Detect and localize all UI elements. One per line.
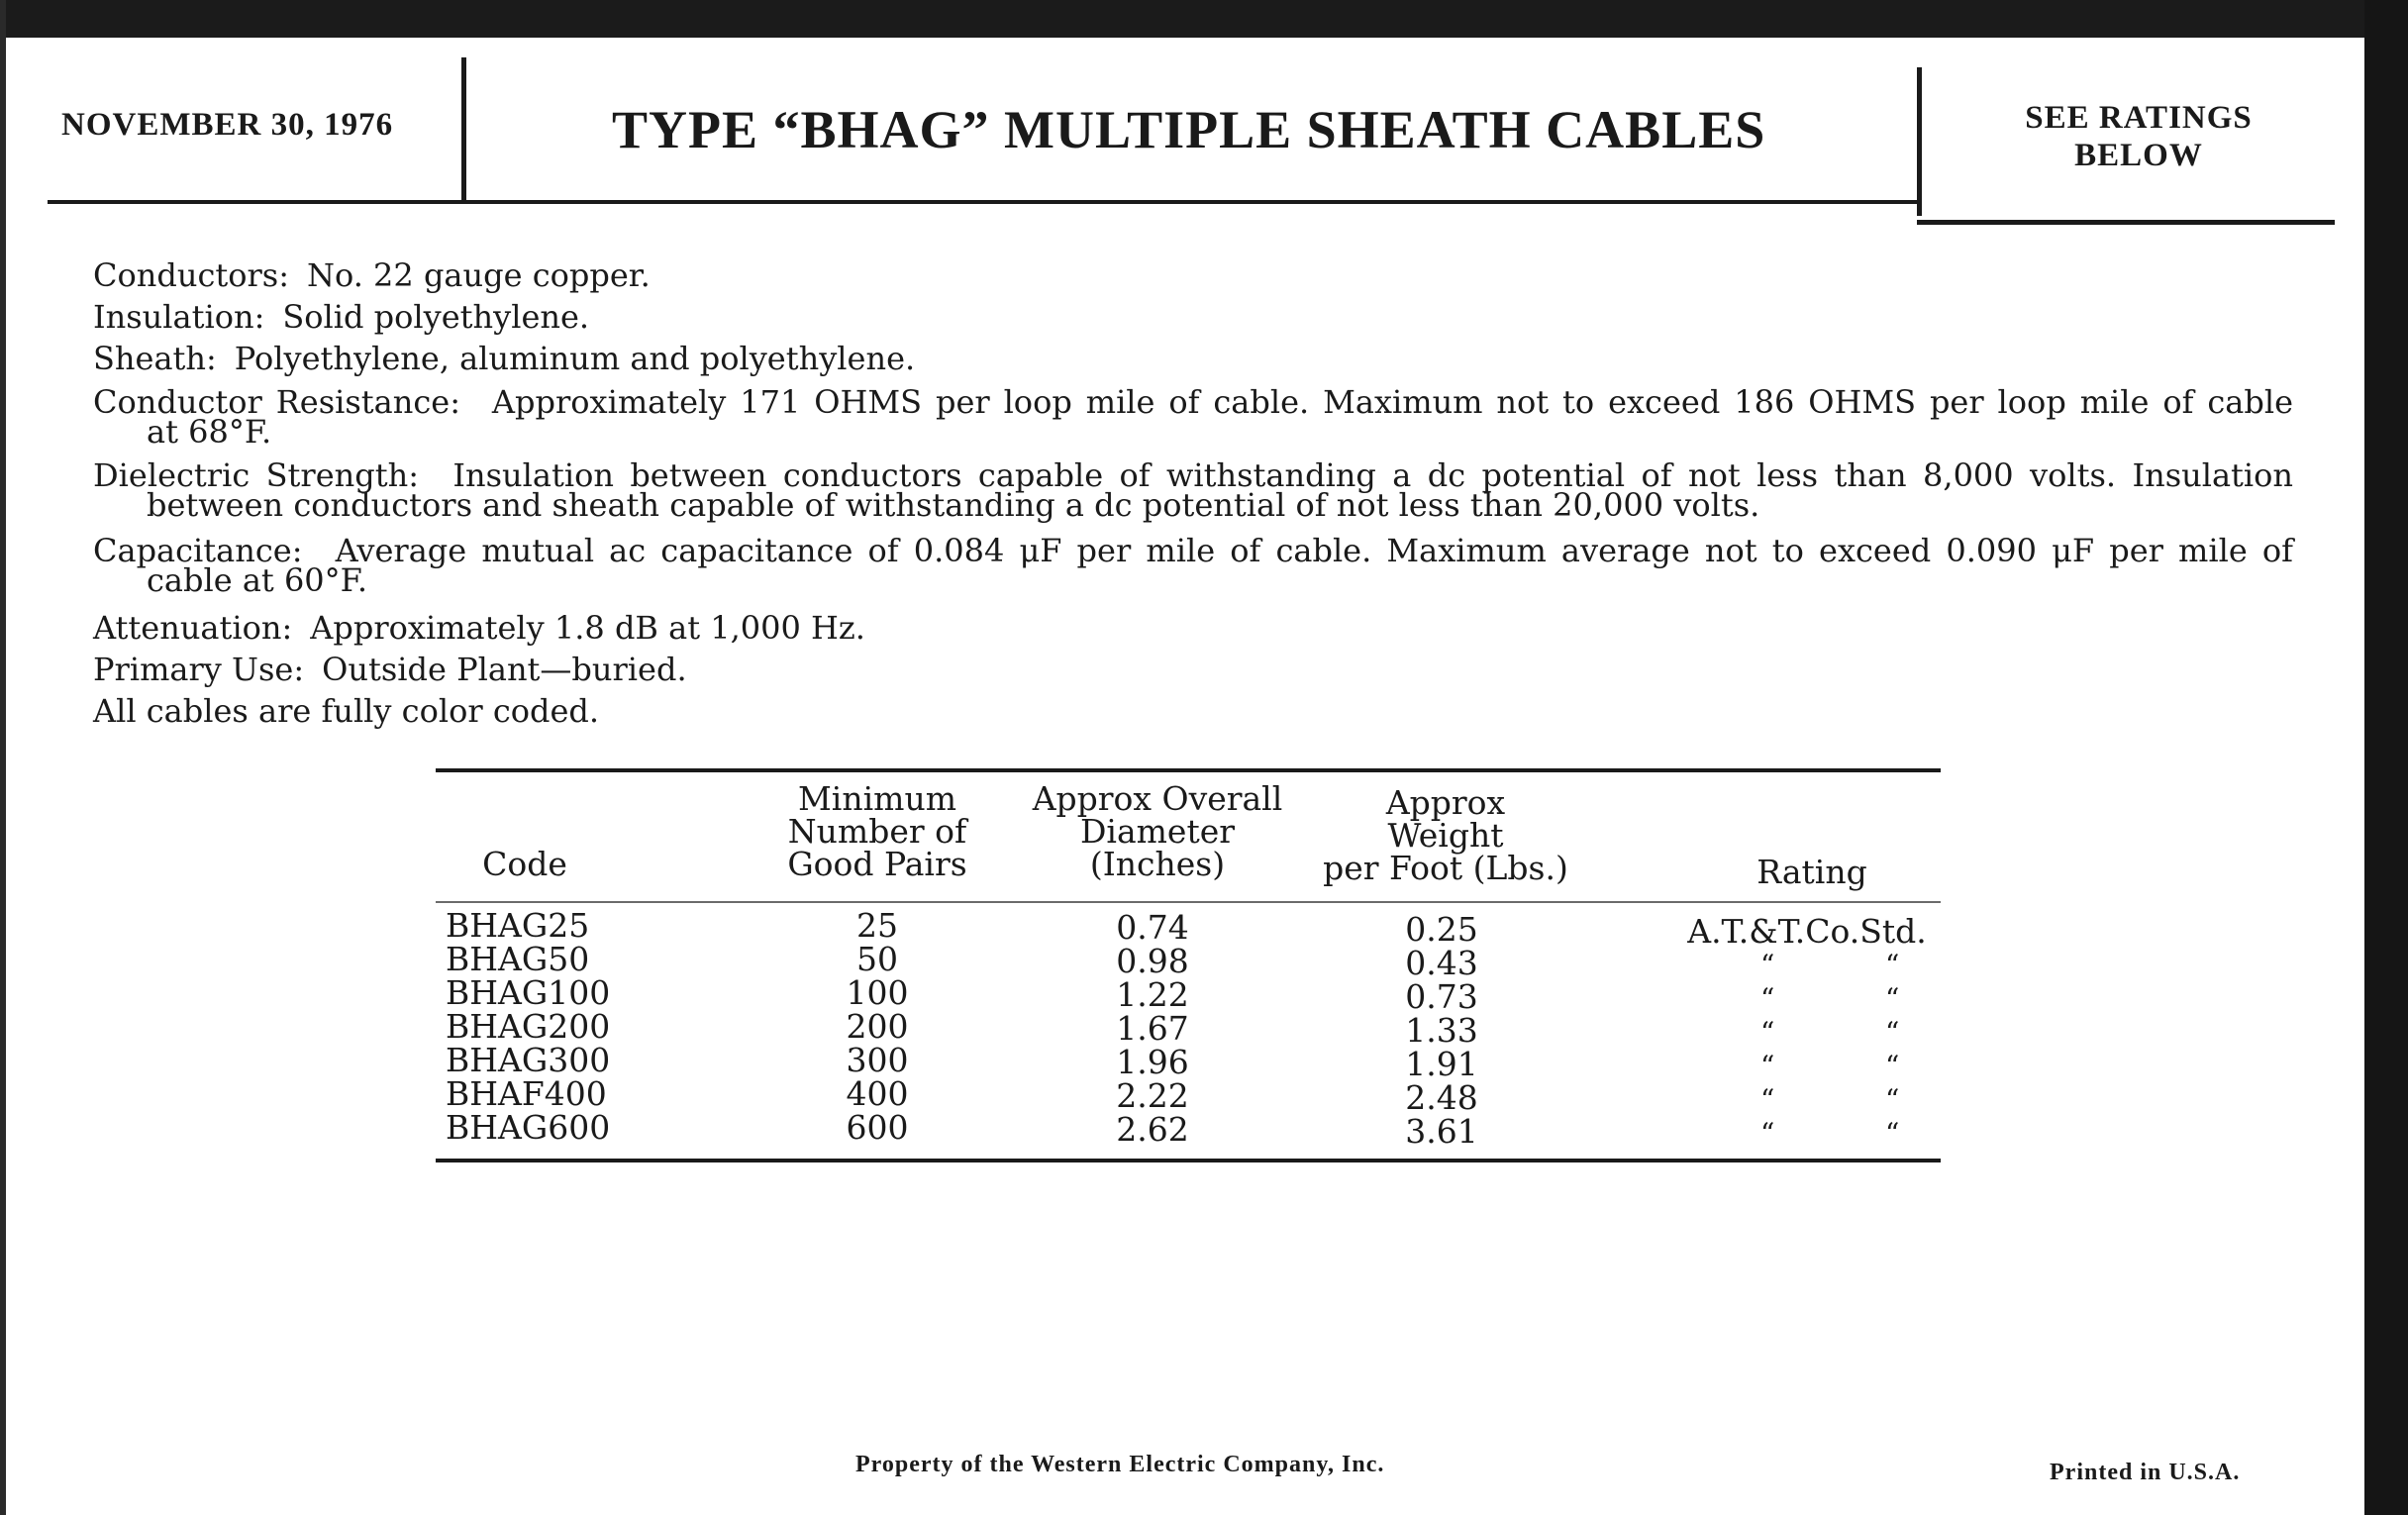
table-bottom-rule	[436, 1159, 1941, 1162]
table-cell-diameter: 1.67	[1116, 1009, 1189, 1048]
footer-property-note: Property of the Western Electric Company, Inc.	[855, 1452, 1385, 1477]
ratings-line-2: BELOW	[2074, 138, 2203, 173]
table-cell-weight: 0.43	[1405, 944, 1478, 982]
spec-label: Conductor Resistance:	[93, 383, 460, 421]
table-cell-diameter: 1.96	[1116, 1043, 1189, 1081]
header-date: NOVEMBER 30, 1976	[61, 107, 394, 143]
table-cell-weight: 1.91	[1405, 1045, 1478, 1083]
table-cell-rating-ditto: “	[1760, 1050, 1775, 1082]
table-cell-rating-ditto: “	[1760, 1016, 1775, 1049]
scan-top-border	[0, 0, 2408, 38]
spec-color-coded	[93, 693, 2293, 729]
col-header-line: Approx Overall	[1032, 779, 1283, 818]
header-divider-right	[1917, 67, 1922, 216]
table-cell-rating-ditto: “	[1760, 1117, 1775, 1150]
table-cell-weight: 0.25	[1405, 910, 1478, 949]
scan-right-border	[2364, 0, 2408, 1515]
col-header-line: Number of	[787, 812, 967, 851]
spec-attenuation	[93, 610, 2293, 646]
spec-label: Attenuation:	[93, 609, 293, 647]
table-cell-rating-ditto: “	[1885, 982, 1900, 1015]
table-cell-rating: A.T.&T.Co.Std.	[1687, 912, 1927, 951]
table-cell-diameter: 2.62	[1116, 1110, 1189, 1149]
table-cell-code: BHAG600	[446, 1108, 611, 1147]
spec-value: No. 22 gauge copper.	[307, 256, 651, 294]
table-cell-rating-ditto: “	[1760, 1083, 1775, 1116]
table-cell-code: BHAG300	[446, 1041, 611, 1079]
spec-continuation: cable at 60°F.	[147, 561, 368, 599]
table-cell-rating-ditto: “	[1885, 1016, 1900, 1049]
table-cell-pairs: 400	[846, 1074, 909, 1113]
spec-value: Insulation between conductors capable of withstanding a dc potential of not less than 8,000 volts. Insulation	[452, 456, 2294, 494]
table-cell-rating-ditto: “	[1885, 1083, 1900, 1116]
header-divider-left	[461, 57, 466, 202]
table-cell-weight: 3.61	[1405, 1112, 1478, 1151]
table-cell-diameter: 0.74	[1116, 908, 1189, 947]
table-cell-code: BHAG50	[446, 940, 590, 978]
table-cell-pairs: 300	[846, 1041, 909, 1079]
col-header-line: Approx	[1385, 783, 1506, 822]
spec-value: Polyethylene, aluminum and polyethylene.	[234, 340, 916, 377]
table-cell-rating-ditto: “	[1885, 1117, 1900, 1150]
spec-conductors	[93, 257, 2293, 293]
table-cell-rating-ditto: “	[1885, 949, 1900, 981]
spec-value: Solid polyethylene.	[282, 298, 590, 336]
spec-capacitance	[93, 533, 2293, 598]
col-header-line: Weight	[1387, 816, 1504, 855]
spec-insulation	[93, 299, 2293, 335]
table-cell-diameter: 2.22	[1116, 1076, 1189, 1115]
table-cell-pairs: 600	[846, 1108, 909, 1147]
table-cell-pairs: 100	[846, 973, 909, 1012]
table-cell-pairs: 25	[856, 906, 898, 945]
spec-value: Approximately 171 OHMS per loop mile of cable. Maximum not to exceed 186 OHMS per loop mile of cable	[491, 383, 2294, 421]
table-cell-pairs: 200	[846, 1007, 909, 1046]
spec-value: All cables are fully color coded.	[93, 692, 600, 730]
header-ratings-note	[1970, 99, 2307, 174]
spec-label: Sheath:	[93, 340, 217, 377]
col-header-code: Code	[482, 845, 567, 883]
spec-label: Capacitance:	[93, 532, 303, 569]
spec-line	[93, 384, 2293, 420]
spec-label: Primary Use:	[93, 651, 305, 688]
col-header-line: Minimum	[798, 779, 956, 818]
table-cell-code: BHAG200	[446, 1007, 611, 1046]
col-header-line: Diameter	[1079, 812, 1236, 851]
table-top-rule	[436, 768, 1941, 772]
header-rule-right	[1917, 220, 2335, 225]
col-header-line: per Foot (Lbs.)	[1323, 849, 1568, 887]
table-cell-code: BHAF400	[446, 1074, 607, 1113]
table-cell-weight: 1.33	[1405, 1011, 1478, 1050]
col-header-line: Good Pairs	[787, 845, 967, 883]
page-title: TYPE “BHAG” MULTIPLE SHEATH CABLES	[612, 100, 1766, 159]
table-cell-code: BHAG25	[446, 906, 590, 945]
col-header-diameter	[1014, 779, 1301, 883]
footer-printed-note: Printed in U.S.A.	[2050, 1460, 2241, 1485]
table-cell-rating-ditto: “	[1885, 1050, 1900, 1082]
spec-dielectric	[93, 457, 2293, 523]
spec-value: Approximately 1.8 dB at 1,000 Hz.	[310, 609, 865, 647]
spec-label: Insulation:	[93, 298, 265, 336]
col-header-pairs	[758, 779, 996, 883]
table-cell-diameter: 0.98	[1116, 942, 1189, 980]
scan-left-border	[0, 0, 6, 1515]
spec-value: Outside Plant—buried.	[322, 651, 687, 688]
col-header-rating: Rating	[1756, 853, 1867, 891]
spec-sheath	[93, 341, 2293, 376]
table-cell-diameter: 1.22	[1116, 975, 1189, 1014]
table-cell-weight: 0.73	[1405, 977, 1478, 1016]
spec-continuation: at 68°F.	[147, 413, 272, 451]
col-header-line: (Inches)	[1089, 845, 1226, 883]
spec-label: Dielectric Strength:	[93, 456, 419, 494]
table-cell-pairs: 50	[856, 940, 898, 978]
spec-label: Conductors:	[93, 256, 289, 294]
spec-resistance	[93, 384, 2293, 450]
spec-primary-use	[93, 652, 2293, 687]
ratings-line-1: SEE RATINGS	[2025, 100, 2253, 136]
col-header-weight	[1287, 783, 1604, 887]
table-cell-rating-ditto: “	[1760, 982, 1775, 1015]
table-cell-rating-ditto: “	[1760, 949, 1775, 981]
spec-value: Average mutual ac capacitance of 0.084 μF per mile of cable. Maximum average not to exceed 0.090 μF per mile of	[335, 532, 2293, 569]
spec-line	[93, 533, 2293, 568]
header-rule	[48, 200, 1919, 204]
spec-continuation: between conductors and sheath capable of withstanding a dc potential of not less than 20,000 volts.	[147, 486, 1760, 524]
table-cell-code: BHAG100	[446, 973, 611, 1012]
table-cell-weight: 2.48	[1405, 1078, 1478, 1117]
table-header-rule	[436, 901, 1941, 903]
